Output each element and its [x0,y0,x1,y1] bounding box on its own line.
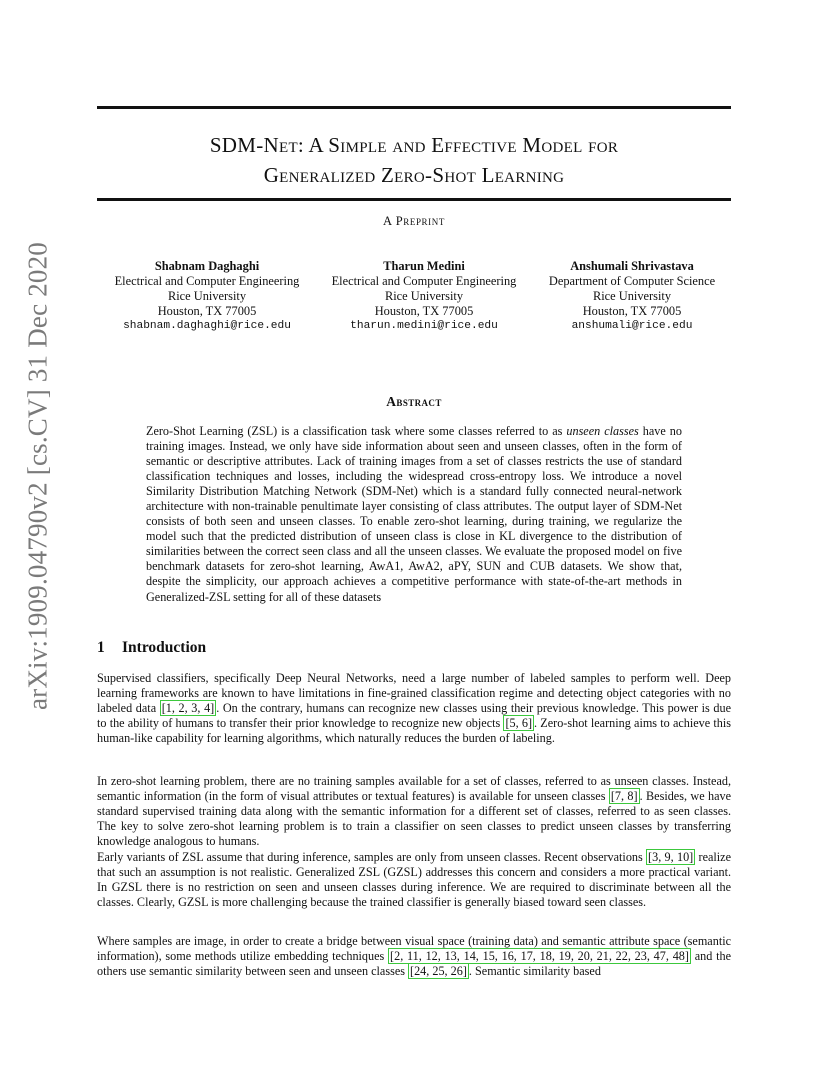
citation-link[interactable]: [3, 9, 10] [648,850,694,864]
author-email[interactable]: tharun.medini@rice.edu [350,320,498,332]
paragraph-text: . Besides, we have standard supervised training data along with the semantic information for a different set of classes, referred to as seen classes. The key to solve zero-shot learning problem is to train a classifier on seen classes to predict unseen classes by transferring knowledge analogous to humans. [97,789,731,849]
author-name: Shabnam Daghaghi [154,259,260,273]
intro-paragraph-4 [97,934,731,979]
author-university: Rice University [167,289,247,303]
paragraph-text: . Zero-shot learning aims to achieve this human-like capability for learning algorithms, which naturally reduces the burden of labeling. [97,716,731,746]
author-affiliation: Electrical and Computer Engineering [114,274,300,288]
abstract-text [146,424,682,605]
paragraph-text: Where samples are image, in order to create a bridge between visual space (training data) and semantic attribute space (semantic information), some methods utilize embedding techniques [97,934,731,964]
author-location: Houston, TX 77005 [374,304,474,318]
intro-paragraph-3 [97,850,731,910]
citation-link[interactable]: [1, 2, 3, 4] [161,701,215,716]
arxiv-identifier: arXiv:1909.04790v2 [cs.CV] 31 Dec 2020 [22,241,53,711]
paragraph-text: Supervised classifiers, specifically Deep Neural Networks, need a large number of labeled samples to perform well. Deep learning frameworks are known to have limitations in fine-grained classification regime and detecting object categories with no labeled data [97,671,731,716]
paragraph-text: In zero-shot learning problem, there are no training samples available for a set of classes, referred to as unseen classes. Instead, semantic information (in the form of visual attributes or textual features) is available for unseen classes [97,774,731,804]
section-title: Introduction [122,639,207,656]
author-block-3 [536,259,728,334]
author-affiliation: Department of Computer Science [548,274,716,288]
citation-link[interactable]: [24, 25, 26] [410,964,467,979]
author-email[interactable]: anshumali@rice.edu [571,320,693,332]
author-block-1 [102,259,312,334]
author-name: Tharun Medini [383,259,465,273]
author-university: Rice University [592,289,672,303]
paragraph-text: and the others use semantic similarity between seen and unseen classes [97,949,731,979]
author-affiliation: Electrical and Computer Engineering [331,274,517,288]
author-university: Rice University [384,289,464,303]
section-number: 1 [97,639,105,656]
abstract-emphasis: unseen classes [566,424,639,438]
paragraph-text: realize that such an assumption is not realistic. Generalized ZSL (GZSL) addresses this concern and considers a more practical variant. In GZSL there is no restriction on seen and unseen classes during inference. We are required to discriminate between all the classes. Clearly, GZSL is more challenging because the trained classifier is generally biased toward seen classes. [97,850,731,910]
paper-title-line-1: SDM-Net: A Simple and Effective Model for [209,133,619,157]
author-name: Anshumali Shrivastava [570,259,694,273]
intro-paragraph-2 [97,774,731,849]
section-heading-introduction [97,639,206,657]
intro-paragraph-1 [97,671,731,746]
paragraph-text: . On the contrary, humans can recognize new classes using their previous knowledge. This power is due to the ability of humans to transfer their prior knowledge to recognize new objects [97,701,731,731]
citation-link[interactable]: [7, 8] [610,789,638,804]
author-email[interactable]: shabnam.daghaghi@rice.edu [123,320,291,332]
author-block-2 [319,259,529,334]
paper-title-line-2: Generalized Zero-Shot Learning [263,163,565,187]
paragraph-text: Early variants of ZSL assume that during inference, samples are only from unseen classes. Recent observations [97,850,647,864]
title-rule-top [97,106,731,109]
abstract-text-start: Zero-Shot Learning (ZSL) is a classification task where some classes referred to as [146,424,567,438]
paper-title [97,130,731,190]
paragraph-text: . Semantic similarity based [468,964,601,979]
title-rule-bottom [97,198,731,201]
author-location: Houston, TX 77005 [157,304,257,318]
citation-link[interactable]: [2, 11, 12, 13, 14, 15, 16, 17, 18, 19, 20, 21, 22, 23, 47, 48] [390,949,689,964]
abstract-text-rest: have no training images. Instead, we only have side information about seen and unseen classes, often in the form of semantic or descriptive attributes. Lack of training images from a set of classes restricts the use of standard classification techniques and losses, including the widespread cross-entropy loss. We introduce a novel Similarity Distribution Matching Network (SDM-Net) which is a standard fully connected neural-network architecture with non-trainable penultimate layer consisting of class attributes. The output layer of SDM-Net consists of both seen and unseen classes. To enable zero-shot learning, during training, we regularize the model such that the predicted distribution of unseen class is close in KL divergence to the distribution of similarities between the correct seen class and all the unseen classes. We evaluate the proposed model on five benchmark datasets for zero-shot learning, AwA1, AwA2, aPY, SUN and CUB datasets. We show that, despite the simplicity, our approach achieves a competitive performance with state-of-the-art methods in Generalized-ZSL setting for all of these datasets [146,424,682,604]
citation-link[interactable]: [5, 6] [505,716,533,731]
abstract-heading: Abstract [386,394,442,409]
preprint-label: A Preprint [383,214,445,228]
author-location: Houston, TX 77005 [582,304,682,318]
